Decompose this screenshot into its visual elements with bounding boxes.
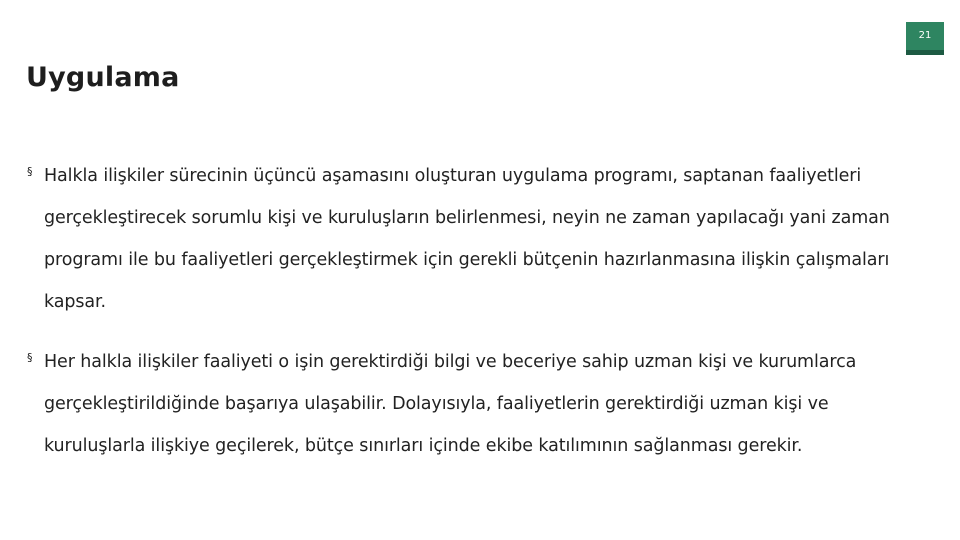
slide-title: Uygulama xyxy=(26,62,180,93)
page-number-badge: 21 xyxy=(906,22,944,55)
bullet-text: Her halkla ilişkiler faaliyeti o işin gerektirdiği bilgi ve beceriye sahip uzman kişi ve kurumlarca gerçekleştirildiğinde başarıya ulaşabilir. Dolayısıyla, faaliyetlerin gerektirdiği uzman kişi ve kuruluşlarla ilişkiye geçilerek, bütçe sınırları içinde ekibe katılımının sağlanması gerekir. xyxy=(44,352,857,456)
bullet-item xyxy=(26,155,926,323)
bullet-text: Halkla ilişkiler sürecinin üçüncü aşamasını oluşturan uygulama programı, saptanan faaliyetleri gerçekleştirecek sorumlu kişi ve kuruluşların belirlenmesi, neyin ne zaman yapılacağı yani zaman programı ile bu faaliyetleri gerçekleştirmek için gerekli bütçenin hazırlanmasına ilişkin çalışmaları kapsar. xyxy=(44,166,890,312)
bullet-item xyxy=(26,341,926,467)
bullet-marker-icon: § xyxy=(27,165,33,178)
bullet-marker-icon: § xyxy=(27,351,33,364)
bullet-list xyxy=(26,155,926,485)
